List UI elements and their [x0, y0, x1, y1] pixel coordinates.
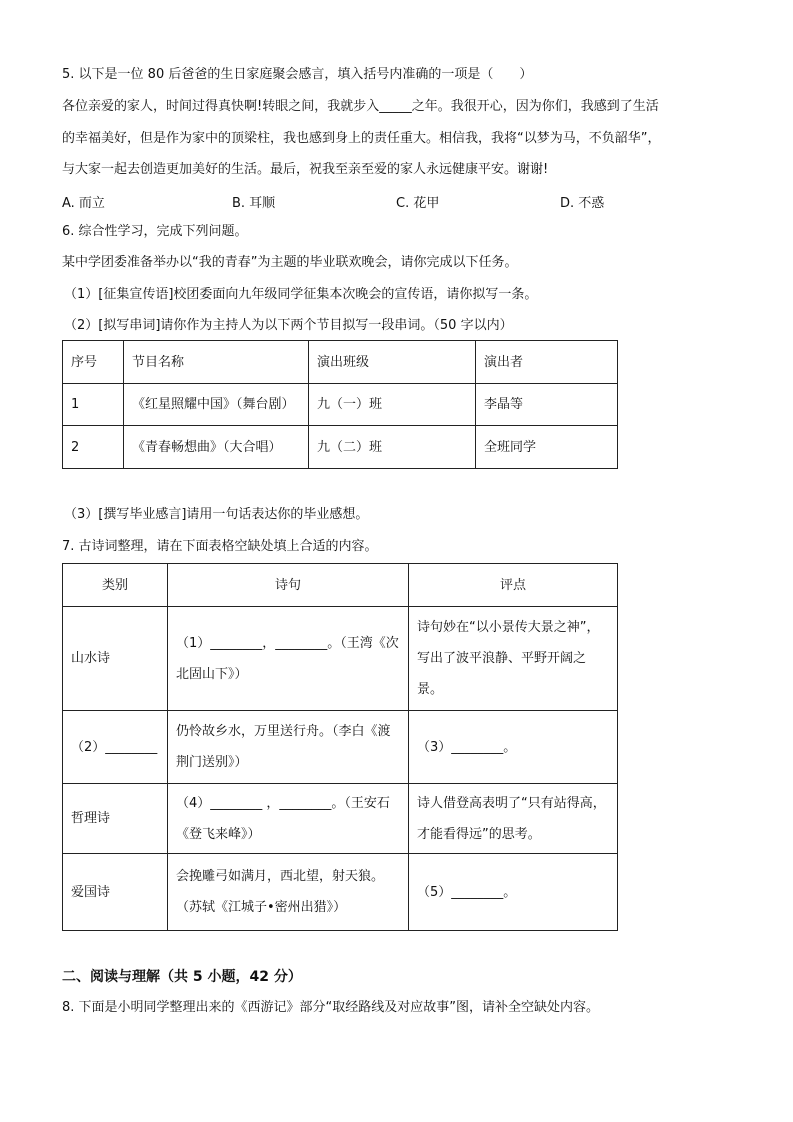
cell: 《红星照耀中国》（舞台剧）: [124, 384, 309, 426]
cell: 1: [63, 384, 124, 426]
q6-task3: （3）[撰写毕业感言]请用一句话表达你的毕业感想。: [64, 507, 369, 522]
table-row: [63, 784, 618, 854]
cell: 全班同学: [476, 426, 618, 469]
cell: （2）________: [63, 711, 168, 784]
q6-stem: 6. 综合性学习，完成下列问题。: [62, 224, 248, 239]
cell: （4）________ ，________。（王安石《登飞来峰》）: [168, 784, 409, 854]
poem-table: [62, 563, 618, 931]
option-b: B. 耳顺: [232, 196, 276, 211]
section-heading: 二、阅读与理解（共 5 小题，42 分）: [62, 969, 302, 985]
cell: 九（一）班: [309, 384, 476, 426]
cell: 诗人借登高表明了“只有站得高，才能看得远”的思考。: [409, 784, 618, 854]
q8-stem: 8. 下面是小明同学整理出来的《西游记》部分“取经路线及对应故事”图，请补全空缺处内容。: [62, 1000, 600, 1015]
q6-intro: 某中学团委准备举办以“我的青春”为主题的毕业联欢晚会，请你完成以下任务。: [62, 255, 518, 270]
table-row: [63, 711, 618, 784]
q5-passage-line: 各位亲爱的家人，时间过得真快啊!转眼之间，我就步入_____之年。我很开心，因为你们，我感到了生活: [62, 99, 659, 114]
cell: （5）________。: [409, 854, 618, 931]
q6-task1: （1）[征集宣传语]校团委面向九年级同学征集本次晚会的宣传语，请你拟写一条。: [64, 287, 538, 302]
cell: 《青春畅想曲》（大合唱）: [124, 426, 309, 469]
cell: （3）________。: [409, 711, 618, 784]
cell: （1）________，________。（王湾《次北固山下》）: [168, 607, 409, 711]
q5-stem: 5. 以下是一位 80 后爸爸的生日家庭聚会感言，填入括号内准确的一项是（ ）: [62, 67, 533, 82]
table-header: 演出班级: [309, 341, 476, 384]
table-header: 序号: [63, 341, 124, 384]
cell: 九（二）班: [309, 426, 476, 469]
q5-passage-line: 与大家一起去创造更加美好的生活。最后，祝我至亲至爱的家人永远健康平安。谢谢!: [62, 162, 549, 177]
table-header: 节目名称: [124, 341, 309, 384]
option-d: D. 不惑: [560, 196, 605, 211]
cell: 仍怜故乡水，万里送行舟。（李白《渡荆门送别》）: [168, 711, 409, 784]
q7-stem: 7. 古诗词整理，请在下面表格空缺处填上合适的内容。: [62, 539, 378, 554]
cell: 爱国诗: [63, 854, 168, 931]
program-table: [62, 340, 618, 469]
table-row: [63, 426, 618, 469]
table-header: 类别: [63, 564, 168, 607]
cell: 诗句妙在“以小景传大景之神”，写出了波平浪静、平野开阔之景。: [409, 607, 618, 711]
q6-task2: （2）[拟写串词]请你作为主持人为以下两个节目拟写一段串词。（50 字以内）: [64, 318, 513, 333]
table-row: [63, 384, 618, 426]
cell: 会挽雕弓如满月，西北望，射天狼。（苏轼《江城子•密州出猎》）: [168, 854, 409, 931]
table-row: [63, 854, 618, 931]
option-c: C. 花甲: [396, 196, 440, 211]
option-a: A. 而立: [62, 196, 105, 211]
table-header: 诗句: [168, 564, 409, 607]
cell: 李晶等: [476, 384, 618, 426]
cell: 2: [63, 426, 124, 469]
cell: 哲理诗: [63, 784, 168, 854]
cell: 山水诗: [63, 607, 168, 711]
table-header: 演出者: [476, 341, 618, 384]
table-row: [63, 607, 618, 711]
q5-passage-line: 的幸福美好，但是作为家中的顶梁柱，我也感到身上的责任重大。相信我，我将“以梦为马，不负韶华”，: [62, 131, 661, 146]
table-header: 评点: [409, 564, 618, 607]
